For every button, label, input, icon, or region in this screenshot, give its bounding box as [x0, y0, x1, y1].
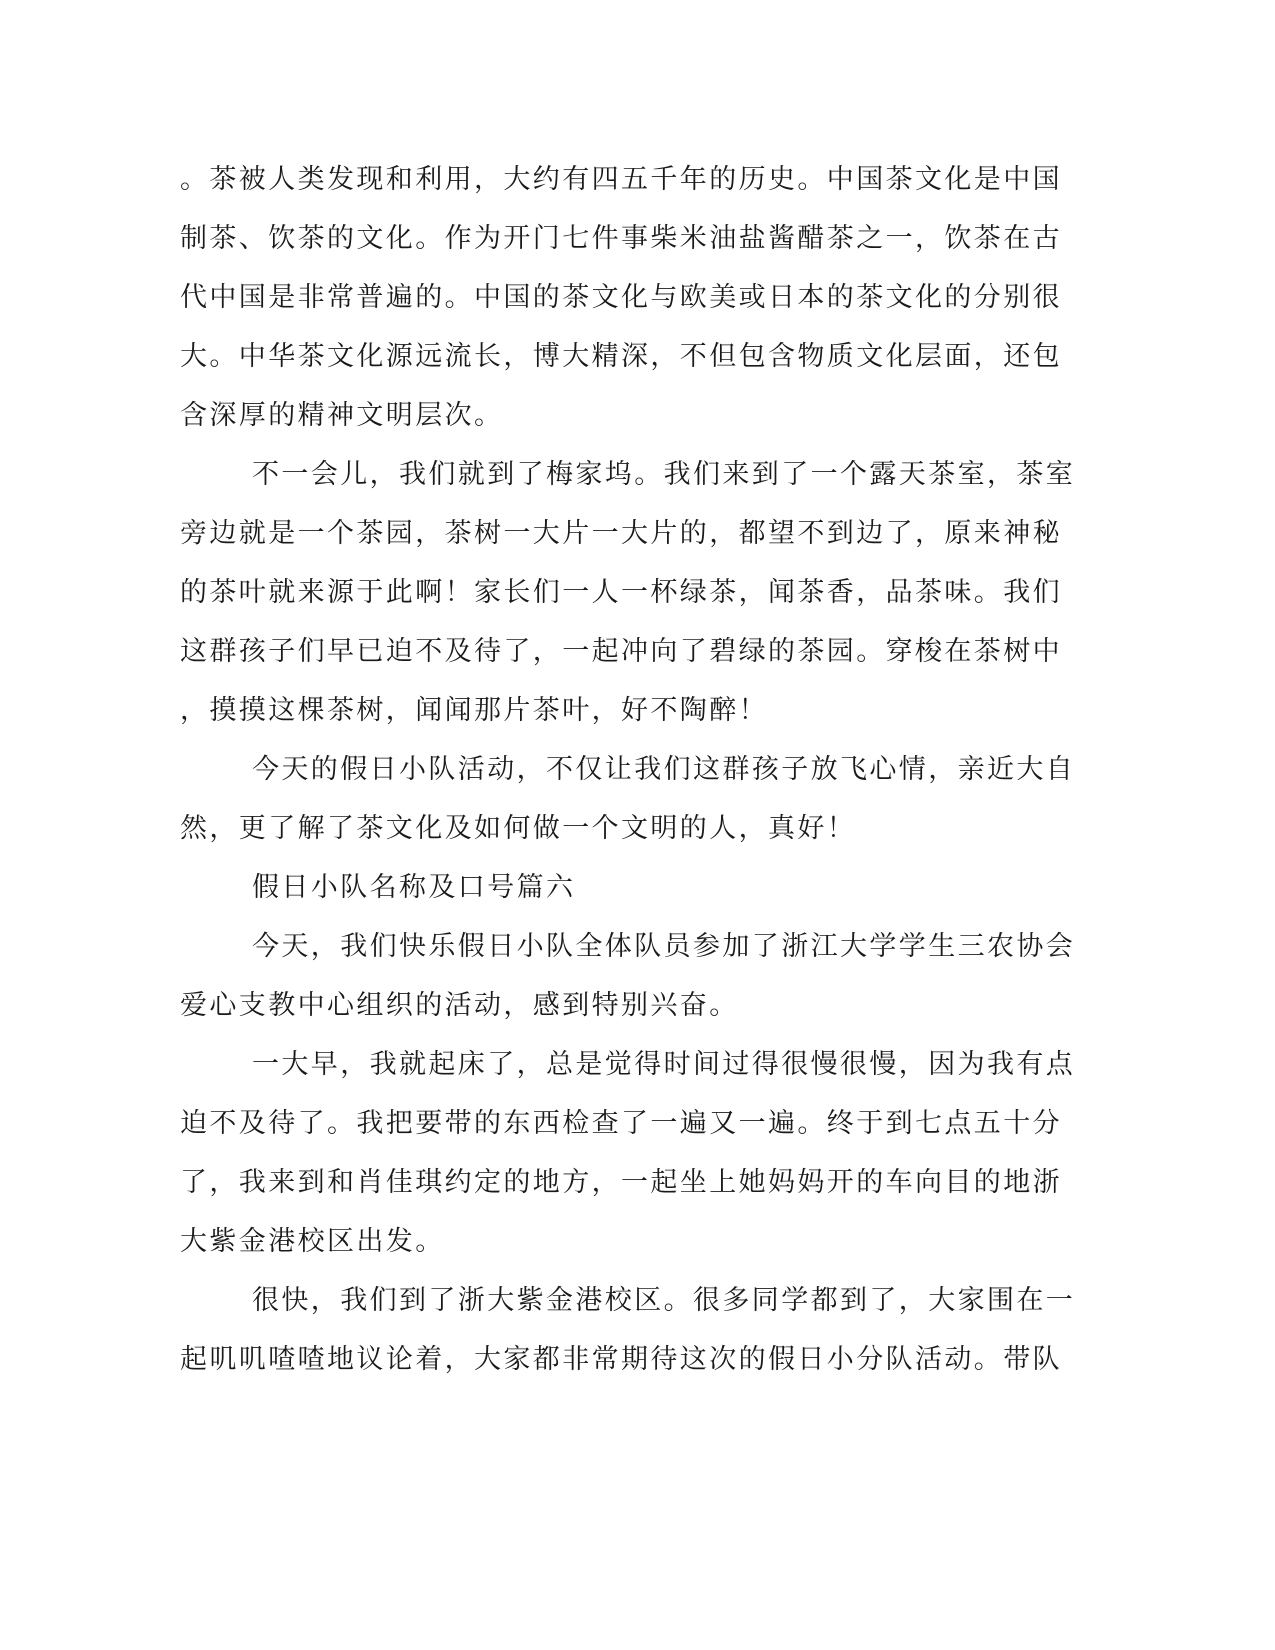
paragraph-start-line: 今天的假日小队活动，不仅让我们这群孩子放飞心情，亲近大自	[252, 754, 1076, 785]
text-line: ，摸摸这棵茶树，闻闻那片茶叶，好不陶醉！	[180, 695, 768, 726]
paragraph-start-line: 很快，我们到了浙大紫金港校区。很多同学都到了，大家围在一	[252, 1285, 1076, 1316]
text-line: 大。中华茶文化源远流长，博大精深，不但包含物质文化层面，还包	[180, 341, 1062, 372]
paragraph-start-line: 今天，我们快乐假日小队全体队员参加了浙江大学学生三农协会	[252, 931, 1076, 962]
text-line: 旁边就是一个茶园，茶树一大片一大片的，都望不到边了，原来神秘	[180, 518, 1062, 549]
text-line: 大紫金港校区出发。	[180, 1226, 445, 1257]
paragraph-start-line: 不一会儿，我们就到了梅家坞。我们来到了一个露天茶室，茶室	[252, 459, 1076, 490]
text-line: 迫不及待了。我把要带的东西检查了一遍又一遍。终于到七点五十分	[180, 1108, 1062, 1139]
text-line: 的茶叶就来源于此啊！家长们一人一杯绿茶，闻茶香，品茶味。我们	[180, 577, 1062, 608]
text-line: 了，我来到和肖佳琪约定的地方，一起坐上她妈妈开的车向目的地浙	[180, 1167, 1062, 1198]
text-line: 这群孩子们早已迫不及待了，一起冲向了碧绿的茶园。穿梭在茶树中	[180, 636, 1062, 667]
text-line: 制茶、饮茶的文化。作为开门七件事柴米油盐酱醋茶之一，饮茶在古	[180, 223, 1062, 254]
text-line: 爱心支教中心组织的活动，感到特别兴奋。	[180, 990, 739, 1021]
section-heading: 假日小队名称及口号篇六	[252, 872, 576, 903]
paragraph-start-line: 一大早，我就起床了，总是觉得时间过得很慢很慢，因为我有点	[252, 1049, 1076, 1080]
text-line: 。茶被人类发现和利用，大约有四五千年的历史。中国茶文化是中国	[180, 164, 1062, 195]
text-line: 代中国是非常普遍的。中国的茶文化与欧美或日本的茶文化的分别很	[180, 282, 1062, 313]
text-line: 含深厚的精神文明层次。	[180, 400, 504, 431]
text-line: 起叽叽喳喳地议论着，大家都非常期待这次的假日小分队活动。带队	[180, 1344, 1062, 1375]
text-line: 然，更了解了茶文化及如何做一个文明的人，真好！	[180, 813, 857, 844]
